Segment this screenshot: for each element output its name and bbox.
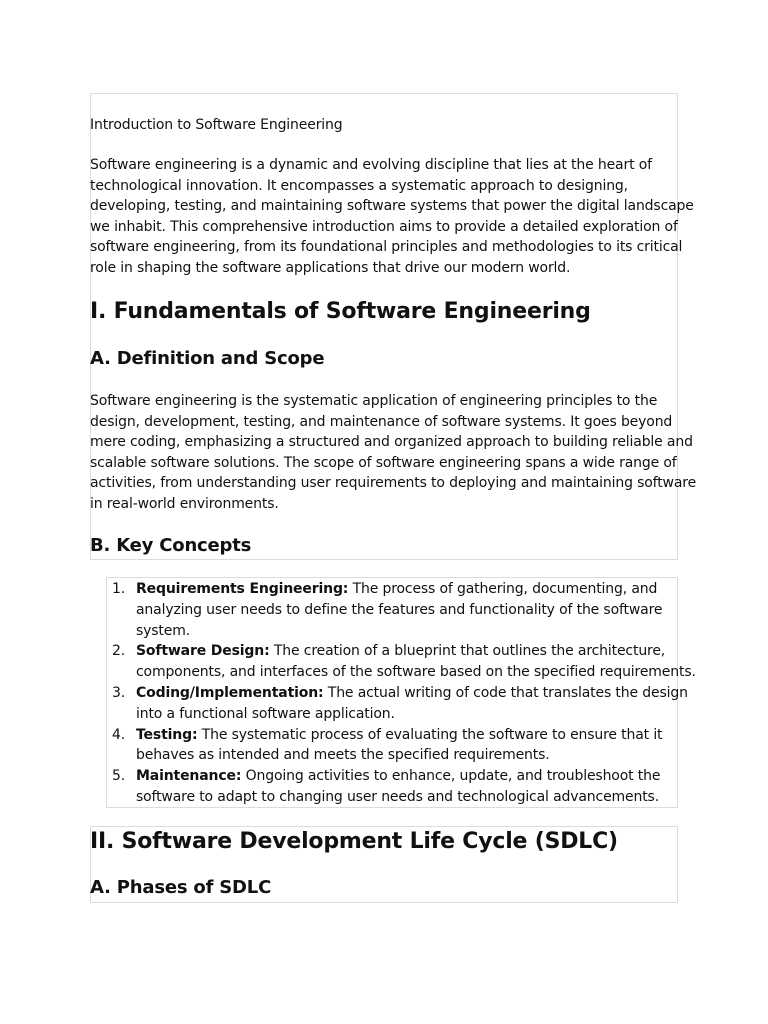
section-heading-fundamentals: I. Fundamentals of Software Engineering [90, 299, 591, 324]
concept-text: analyzing user needs to define the features and functionality of the software [136, 601, 663, 618]
concept-term: Requirements Engineering: [136, 581, 349, 597]
list-number: 3. [112, 684, 126, 701]
text-line: activities, from understanding user requirements to deploying and maintaining software [90, 475, 697, 492]
subsection-heading-definition: A. Definition and Scope [90, 348, 325, 369]
concept-text: The actual writing of code that translates the design [323, 684, 688, 701]
text-line: technological innovation. It encompasses a systematic approach to designing, [90, 177, 628, 194]
concept-text: The systematic process of evaluating the software to ensure that it [197, 726, 663, 743]
list-number: 5. [112, 768, 126, 785]
concept-text: into a functional software application. [136, 705, 395, 722]
concept-text: The process of gathering, documenting, and [348, 581, 658, 597]
concept-text: system. [136, 622, 191, 639]
text-line: we inhabit. This comprehensive introduction aims to provide a detailed exploration of [90, 218, 678, 235]
document-title: Introduction to Software Engineering [90, 117, 343, 133]
concept-text: components, and interfaces of the software based on the specified requirements. [136, 664, 696, 681]
concept-term: Testing: [136, 726, 198, 743]
subsection-heading-key-concepts: B. Key Concepts [90, 535, 252, 556]
concept-text: behaves as intended and meets the specified requirements. [136, 747, 550, 764]
list-item [106, 766, 678, 808]
concept-text: Ongoing activities to enhance, update, and troubleshoot the [241, 768, 661, 785]
concept-text: The creation of a blueprint that outlines the architecture, [269, 643, 666, 660]
key-concepts-list [106, 579, 696, 808]
concept-term: Coding/Implementation: [136, 684, 324, 701]
list-number: 2. [112, 643, 126, 660]
concept-term: Software Design: [136, 643, 270, 660]
list-number: 4. [112, 726, 126, 743]
list-item [106, 725, 678, 767]
list-item [106, 641, 696, 683]
intro-paragraph [90, 155, 694, 279]
text-line: in real-world environments. [90, 495, 279, 512]
concept-text: software to adapt to changing user needs and technological advancements. [136, 788, 659, 805]
subsection-heading-phases: A. Phases of SDLC [90, 877, 272, 898]
text-line: role in shaping the software applications that drive our modern world. [90, 259, 571, 276]
text-line: mere coding, emphasizing a structured and organized approach to building reliable and [90, 434, 693, 451]
list-item [106, 683, 688, 725]
list-item [106, 579, 678, 641]
text-line: developing, testing, and maintaining software systems that power the digital landscape [90, 198, 694, 215]
text-line: Software engineering is the systematic application of engineering principles to the [90, 393, 658, 409]
text-line: design, development, testing, and maintenance of software systems. It goes beyond [90, 413, 673, 430]
section-heading-sdlc: II. Software Development Life Cycle (SDLC) [90, 829, 618, 854]
list-number: 1. [112, 581, 126, 597]
concept-term: Maintenance: [136, 768, 242, 785]
text-line: scalable software solutions. The scope of software engineering spans a wide range of [90, 454, 677, 471]
text-line: software engineering, from its foundational principles and methodologies to its critical [90, 239, 683, 256]
text-line: Software engineering is a dynamic and evolving discipline that lies at the heart of [90, 157, 652, 173]
definition-paragraph [90, 391, 697, 515]
